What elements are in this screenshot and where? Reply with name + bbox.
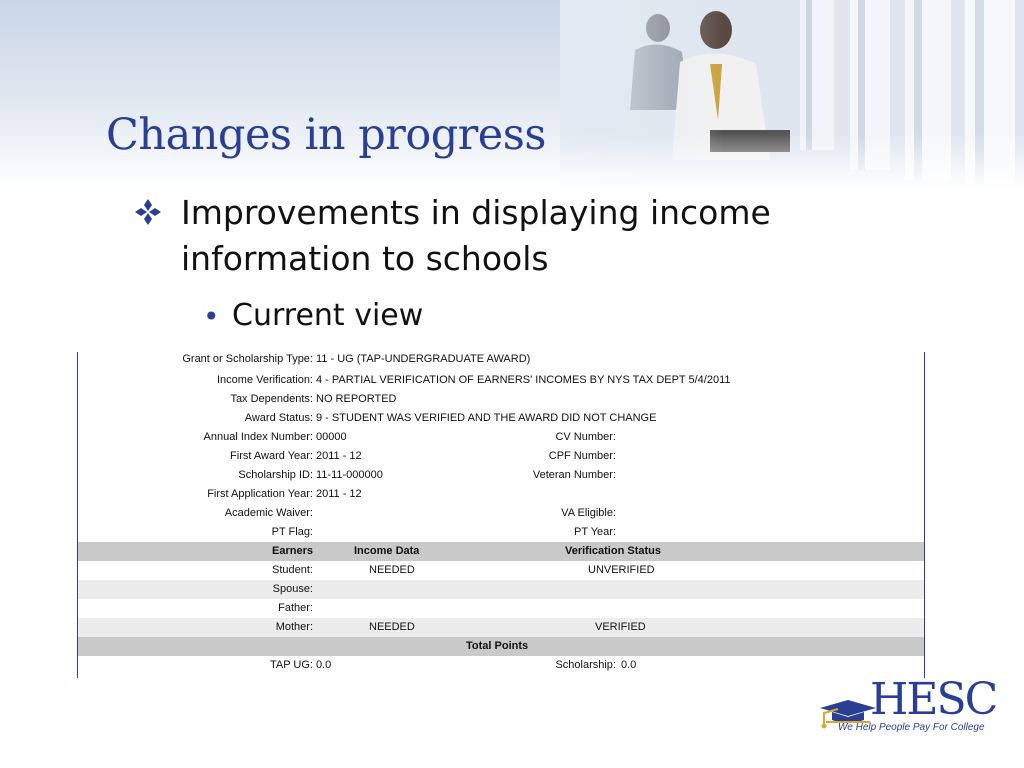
table-row xyxy=(78,447,924,466)
field-label: First Application Year: xyxy=(207,488,313,500)
field-label: Annual Index Number: xyxy=(203,431,313,443)
table-row xyxy=(78,618,924,637)
field-value: 00000 xyxy=(316,431,347,443)
table-row xyxy=(78,523,924,542)
earner-verification: UNVERIFIED xyxy=(588,564,655,576)
field-label: Scholarship ID: xyxy=(238,469,313,481)
income-data-column-header: Income Data xyxy=(354,545,420,557)
field-label: CV Number: xyxy=(555,431,616,443)
field-label: Veteran Number: xyxy=(532,469,616,481)
table-row xyxy=(78,352,924,369)
earners-header-row xyxy=(78,542,924,561)
hesc-logo: HESC xyxy=(870,674,997,725)
earner-name: Student: xyxy=(272,564,313,576)
round-bullet-icon: • xyxy=(203,300,220,333)
earner-name: Mother: xyxy=(275,621,313,633)
verification-status-column-header: Verification Status xyxy=(565,545,661,557)
earner-name: Spouse: xyxy=(272,583,313,595)
table-row xyxy=(78,561,924,580)
table-row xyxy=(78,599,924,618)
bullet-current-view: Current view xyxy=(232,298,424,333)
scholarship-points-value: 0.0 xyxy=(621,659,637,671)
field-label: Grant or Scholarship Type: xyxy=(182,353,313,365)
hesc-tagline: We Help People Pay For College xyxy=(838,722,985,733)
field-value: NO REPORTED xyxy=(316,393,397,405)
field-value: 11-11-000000 xyxy=(316,469,383,481)
field-label: Tax Dependents: xyxy=(230,393,313,405)
scholarship-points-label: Scholarship: xyxy=(555,659,616,671)
total-points-header: Total Points xyxy=(466,640,529,652)
field-value: 2011 - 12 xyxy=(316,488,362,500)
tap-ug-label: TAP UG: xyxy=(270,659,313,671)
earner-income: NEEDED xyxy=(369,621,415,633)
table-row xyxy=(78,504,924,523)
field-value: 9 - STUDENT WAS VERIFIED AND THE AWARD DID NOT CHANGE xyxy=(316,412,657,424)
earner-verification: VERIFIED xyxy=(595,621,646,633)
slide-title: Changes in progress xyxy=(106,110,546,160)
diamond-bullet-icon xyxy=(133,197,163,227)
student-record-table xyxy=(77,352,925,678)
table-row xyxy=(78,466,924,485)
field-label: PT Year: xyxy=(574,526,616,538)
total-points-header-row xyxy=(78,637,924,656)
office-photo-image xyxy=(560,0,1024,190)
earners-column-header: Earners xyxy=(272,545,313,557)
field-value: 11 - UG (TAP-UNDERGRADUATE AWARD) xyxy=(316,353,531,365)
tap-ug-value: 0.0 xyxy=(316,659,332,671)
field-label: Income Verification: xyxy=(217,374,313,386)
field-value: 4 - PARTIAL VERIFICATION OF EARNERS' INCOMES BY NYS TAX DEPT 5/4/2011 xyxy=(316,374,731,386)
bullet-improvements: Improvements in displaying income information to schools xyxy=(181,193,771,278)
field-label: VA Eligible: xyxy=(561,507,616,519)
field-label: PT Flag: xyxy=(271,526,313,538)
earner-income: NEEDED xyxy=(369,564,415,576)
field-label: Academic Waiver: xyxy=(224,507,313,519)
field-label: Award Status: xyxy=(244,412,313,424)
table-row xyxy=(78,409,924,428)
table-row xyxy=(78,580,924,599)
table-row xyxy=(78,485,924,504)
table-row xyxy=(78,428,924,447)
table-row xyxy=(78,371,924,390)
field-label: First Award Year: xyxy=(230,450,313,462)
table-row xyxy=(78,390,924,409)
field-label: CPF Number: xyxy=(548,450,616,462)
table-row xyxy=(78,656,924,675)
field-value: 2011 - 12 xyxy=(316,450,362,462)
earner-name: Father: xyxy=(278,602,313,614)
